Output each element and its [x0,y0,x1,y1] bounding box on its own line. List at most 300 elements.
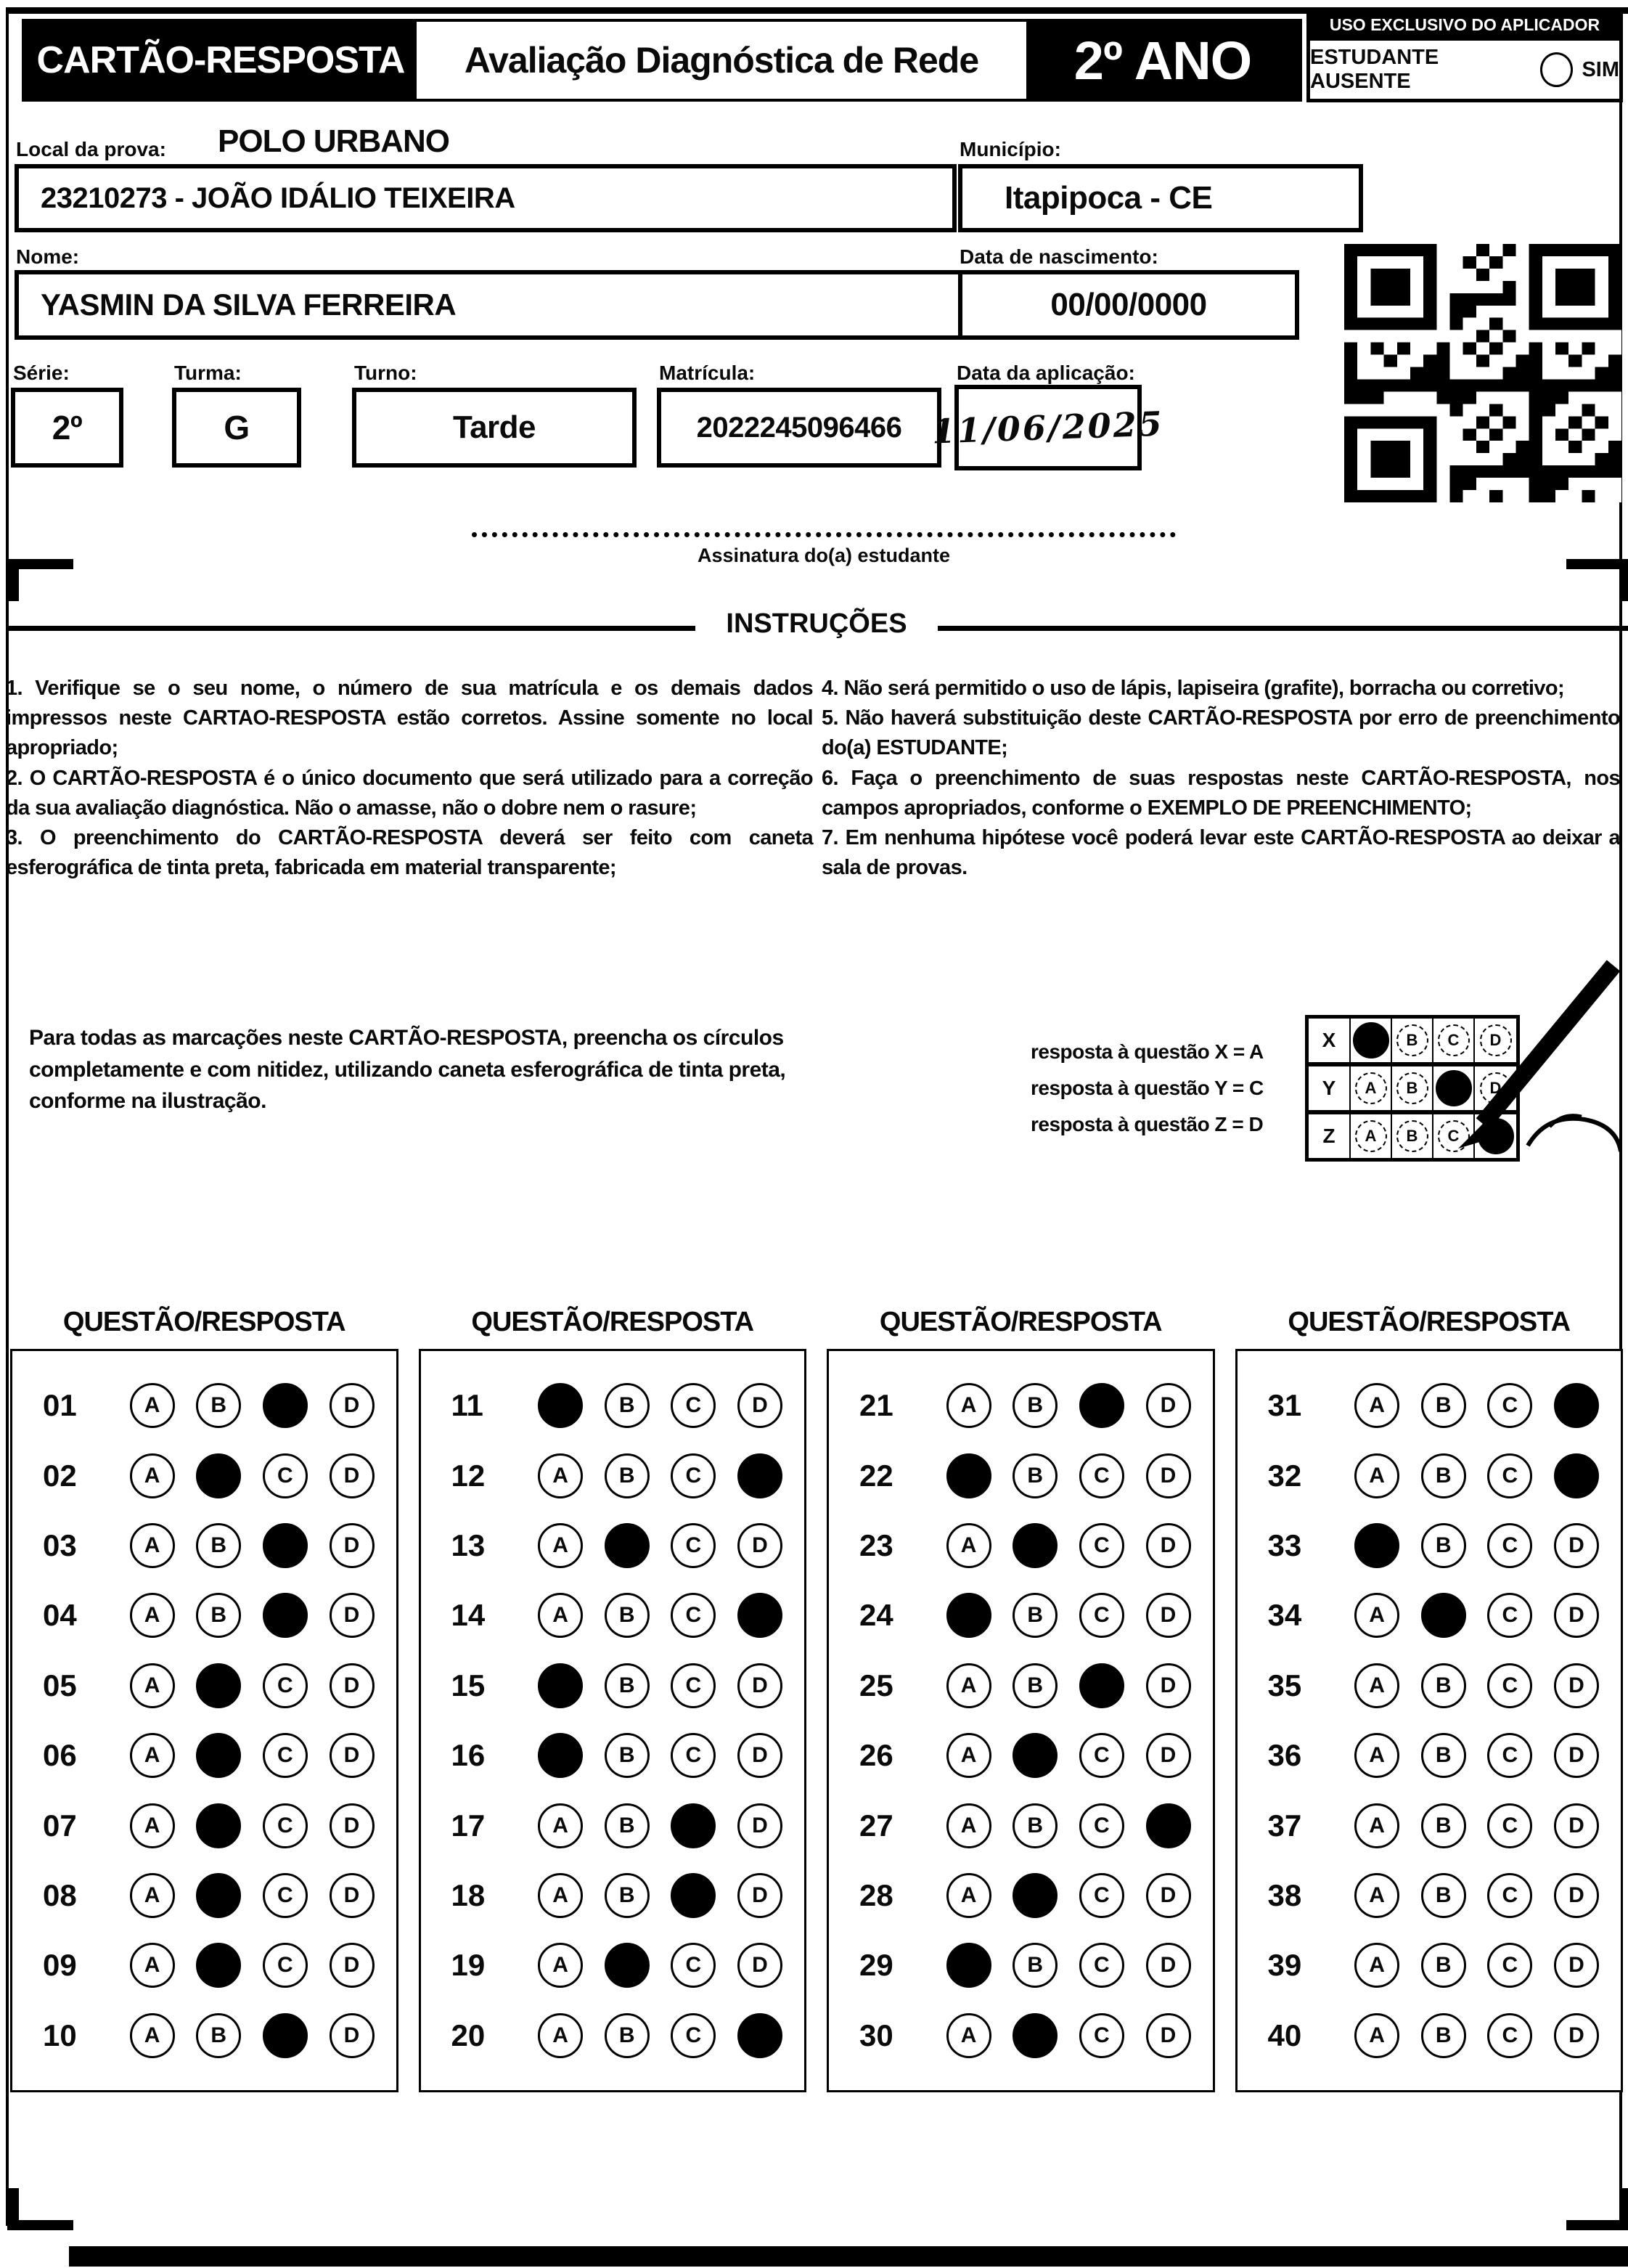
example-bubble-Z-B: B [1396,1120,1428,1152]
answer-bubble-15-D[interactable]: D [737,1663,782,1708]
answer-bubble-38-D[interactable]: D [1554,1873,1599,1918]
pencil-illustration [1441,955,1622,1153]
absent-option-label: SIM [1582,57,1619,81]
answer-bubble-18-B[interactable]: B [605,1873,650,1918]
answer-bubble-07-A[interactable]: A [130,1803,175,1848]
answer-bubble-24-B[interactable]: B [1013,1593,1058,1638]
answer-bubble-26-C[interactable]: C [1079,1733,1124,1778]
answer-bubble-35-B[interactable]: B [1421,1663,1466,1708]
question-row-14 [421,1593,805,1638]
answer-bubble-13-A[interactable]: A [538,1523,583,1568]
question-row-23 [829,1523,1213,1568]
answer-bubble-01-C[interactable] [263,1383,308,1428]
municipio-box [958,164,1363,232]
header-band [22,19,1302,102]
registration-mark-bottom-right [1566,2188,1628,2230]
answer-grid [1235,1349,1624,2092]
marking-paragraph: Para todas as marcações neste CARTÃO-RESPOSTA, preencha os círculos completamente e com nitidez, utilizando caneta esferográfica de tinta preta, conforme na ilustração. [29,1026,786,1113]
answer-bubble-10-B[interactable]: B [196,2013,241,2058]
turma-box [172,388,301,468]
question-number: 31 [1267,1388,1302,1423]
answer-bubble-40-A[interactable]: A [1354,2013,1399,2058]
answer-bubble-31-B[interactable]: B [1421,1383,1466,1428]
answers-headers [10,1307,1623,1338]
example-cell-Y-B [1392,1066,1433,1114]
answer-bubble-02-D[interactable]: D [330,1453,375,1498]
answer-bubble-30-A[interactable]: A [946,2013,991,2058]
question-number: 04 [43,1598,77,1633]
answer-bubble-28-B[interactable] [1013,1873,1058,1918]
answer-bubble-03-B[interactable]: B [196,1523,241,1568]
answer-bubble-27-B[interactable]: B [1013,1803,1058,1848]
answer-bubble-19-B[interactable] [605,1943,650,1988]
answer-bubble-34-C[interactable]: C [1487,1593,1532,1638]
answer-bubble-37-D[interactable]: D [1554,1803,1599,1848]
question-row-06 [12,1733,396,1778]
question-number: 05 [43,1668,77,1702]
answer-bubble-24-A[interactable] [946,1593,991,1638]
answer-bubble-40-C[interactable]: C [1487,2013,1532,2058]
turma-label: Turma: [174,362,242,384]
answer-bubble-29-D[interactable]: D [1146,1943,1191,1988]
question-number: 25 [859,1668,893,1702]
answer-bubble-33-C[interactable]: C [1487,1523,1532,1568]
answer-bubble-11-A[interactable] [538,1383,583,1428]
question-row-21 [829,1383,1213,1428]
example-bubble-Y-B: B [1396,1072,1428,1104]
answer-bubble-22-B[interactable]: B [1013,1453,1058,1498]
question-row-32 [1238,1453,1621,1498]
question-row-17 [421,1803,805,1848]
turno-value: Tarde [452,409,536,445]
local-da-prova-value: POLO URBANO [218,123,449,159]
answer-bubble-20-D[interactable] [737,2013,782,2058]
question-number: 35 [1267,1668,1302,1702]
question-row-15 [421,1663,805,1708]
answer-bubble-12-D[interactable] [737,1453,782,1498]
answer-bubble-39-D[interactable]: D [1554,1943,1599,1988]
answer-bubble-22-C[interactable]: C [1079,1453,1124,1498]
answer-bubble-23-A[interactable]: A [946,1523,991,1568]
answer-bubble-28-C[interactable]: C [1079,1873,1124,1918]
answer-bubble-27-D[interactable] [1146,1803,1191,1848]
answer-grid [827,1349,1215,2092]
question-number: 34 [1267,1598,1302,1633]
question-number: 28 [859,1877,893,1912]
nascimento-value: 00/00/0000 [1050,287,1207,322]
answer-bubble-02-A[interactable]: A [130,1453,175,1498]
answer-bubble-36-B[interactable]: B [1421,1733,1466,1778]
example-cell-Z-A [1351,1114,1392,1158]
answer-bubble-07-B[interactable] [196,1803,241,1848]
answer-bubble-06-D[interactable]: D [330,1733,375,1778]
left-border-line [6,7,9,2226]
school-box [15,164,957,232]
answer-bubble-35-A[interactable]: A [1354,1663,1399,1708]
answer-bubble-29-A[interactable] [946,1943,991,1988]
answer-bubble-27-A[interactable]: A [946,1803,991,1848]
questao-resposta-header-2: QUESTÃO/RESPOSTA [471,1307,754,1337]
question-row-39 [1238,1943,1621,1988]
questao-resposta-header-1: QUESTÃO/RESPOSTA [62,1307,345,1337]
answer-bubble-10-A[interactable]: A [130,2013,175,2058]
matricula-value: 2022245096466 [696,411,902,444]
answer-bubble-28-D[interactable]: D [1146,1873,1191,1918]
question-row-13 [421,1523,805,1568]
question-row-38 [1238,1873,1621,1918]
question-number: 17 [451,1808,486,1843]
local-da-prova-label: Local da prova: [16,138,166,160]
answer-bubble-34-A[interactable]: A [1354,1593,1399,1638]
question-row-24 [829,1593,1213,1638]
answer-bubble-19-D[interactable]: D [737,1943,782,1988]
question-number: 14 [451,1598,486,1633]
question-row-28 [829,1873,1213,1918]
answer-bubble-14-A[interactable]: A [538,1593,583,1638]
answer-bubble-15-C[interactable]: C [671,1663,716,1708]
answer-bubble-23-D[interactable]: D [1146,1523,1191,1568]
answer-bubble-29-C[interactable]: C [1079,1943,1124,1988]
nascimento-label: Data de nascimento: [960,245,1158,268]
question-row-19 [421,1943,805,1988]
turno-box [352,388,637,468]
example-legend [1031,1034,1264,1142]
answer-bubble-25-D[interactable]: D [1146,1663,1191,1708]
question-number: 21 [859,1388,893,1423]
answer-bubble-25-A[interactable]: A [946,1663,991,1708]
answer-bubble-12-A[interactable]: A [538,1453,583,1498]
answer-bubble-03-D[interactable]: D [330,1523,375,1568]
answer-bubble-13-B[interactable] [605,1523,650,1568]
instructions-rule-left [6,626,695,631]
question-number: 08 [43,1877,77,1912]
answer-bubble-17-A[interactable]: A [538,1803,583,1848]
answer-bubble-01-D[interactable]: D [330,1383,375,1428]
answer-bubble-04-A[interactable]: A [130,1593,175,1638]
answer-bubble-21-C[interactable] [1079,1383,1124,1428]
question-row-34 [1238,1593,1621,1638]
question-row-25 [829,1663,1213,1708]
aplicacao-label: Data da aplicação: [957,362,1135,384]
answer-bubble-35-C[interactable]: C [1487,1663,1532,1708]
answer-bubble-39-C[interactable]: C [1487,1943,1532,1988]
answer-bubble-01-B[interactable]: B [196,1383,241,1428]
answer-bubble-32-B[interactable]: B [1421,1453,1466,1498]
question-row-03 [12,1523,396,1568]
answer-bubble-18-C[interactable] [671,1873,716,1918]
answer-bubble-21-D[interactable]: D [1146,1383,1191,1428]
answer-bubble-09-A[interactable]: A [130,1943,175,1988]
question-number: 01 [43,1388,77,1423]
example-bubble-X-A [1353,1022,1389,1058]
answer-bubble-20-C[interactable]: C [671,2013,716,2058]
answer-bubble-33-D[interactable]: D [1554,1523,1599,1568]
answer-bubble-21-B[interactable]: B [1013,1383,1058,1428]
instructions-rule-right [938,626,1628,631]
answer-bubble-15-B[interactable]: B [605,1663,650,1708]
signature-line[interactable] [472,532,1176,537]
answer-bubble-20-B[interactable]: B [605,2013,650,2058]
answer-bubble-17-C[interactable] [671,1803,716,1848]
answer-bubble-06-B[interactable] [196,1733,241,1778]
answer-bubble-10-D[interactable]: D [330,2013,375,2058]
absent-sim-bubble[interactable] [1540,52,1574,87]
answer-bubble-03-A[interactable]: A [130,1523,175,1568]
absent-label: ESTUDANTE AUSENTE [1310,46,1439,93]
answer-bubble-31-A[interactable]: A [1354,1383,1399,1428]
answer-bubble-05-B[interactable] [196,1663,241,1708]
legend-line-y: resposta à questão Y = C [1031,1076,1264,1099]
question-row-30 [829,2013,1213,2058]
answer-bubble-24-C[interactable]: C [1079,1593,1124,1638]
question-row-29 [829,1943,1213,1988]
question-row-37 [1238,1803,1621,1848]
question-number: 29 [859,1948,893,1983]
question-row-04 [12,1593,396,1638]
question-row-35 [1238,1663,1621,1708]
answer-bubble-35-D[interactable]: D [1554,1663,1599,1708]
answer-bubble-20-A[interactable]: A [538,2013,583,2058]
answer-bubble-17-D[interactable]: D [737,1803,782,1848]
answer-bubble-08-D[interactable]: D [330,1873,375,1918]
question-number: 19 [451,1948,486,1983]
school-value: 23210273 - JOÃO IDÁLIO TEIXEIRA [41,181,515,214]
answer-bubble-21-A[interactable]: A [946,1383,991,1428]
answer-bubble-05-C[interactable]: C [263,1663,308,1708]
question-row-11 [421,1383,805,1428]
answer-bubble-40-B[interactable]: B [1421,2013,1466,2058]
answer-bubble-09-C[interactable]: C [263,1943,308,1988]
serie-value: 2º [52,409,83,446]
instruction-item-7: 7. Em nenhuma hipótese você poderá levar este CARTÃO-RESPOSTA ao deixar a sala de provas. [822,825,1620,880]
answer-bubble-34-B[interactable] [1421,1593,1466,1638]
card-title: CARTÃO-RESPOSTA [25,22,417,99]
question-row-33 [1238,1523,1621,1568]
question-number: 36 [1267,1738,1302,1773]
answer-bubble-12-B[interactable]: B [605,1453,650,1498]
answer-bubble-01-A[interactable]: A [130,1383,175,1428]
answer-bubble-08-B[interactable] [196,1873,241,1918]
answer-bubble-16-D[interactable]: D [737,1733,782,1778]
answer-bubble-32-D[interactable] [1554,1453,1599,1498]
serie-label: Série: [13,362,70,384]
instruction-item-4: 4. Não será permitido o uso de lápis, lapiseira (grafite), borracha ou corretivo; [822,677,1565,700]
example-bubble-X-C: C [1438,1024,1470,1056]
answer-bubble-14-B[interactable]: B [605,1593,650,1638]
questao-resposta-header-3: QUESTÃO/RESPOSTA [879,1307,1162,1337]
answer-bubble-23-C[interactable]: C [1079,1523,1124,1568]
answer-bubble-04-C[interactable] [263,1593,308,1638]
municipio-value: Itapipoca - CE [1005,180,1213,216]
answer-bubble-26-B[interactable] [1013,1733,1058,1778]
answer-bubble-05-A[interactable]: A [130,1663,175,1708]
question-number: 33 [1267,1528,1302,1563]
answer-bubble-03-C[interactable] [263,1523,308,1568]
answer-bubble-18-D[interactable]: D [737,1873,782,1918]
aplicacao-box[interactable] [931,385,1165,470]
answer-bubble-13-D[interactable]: D [737,1523,782,1568]
answer-bubble-32-A[interactable]: A [1354,1453,1399,1498]
answer-bubble-22-A[interactable] [946,1453,991,1498]
turno-label: Turno: [354,362,417,384]
question-number: 06 [43,1738,77,1773]
answer-bubble-30-D[interactable]: D [1146,2013,1191,2058]
answer-bubble-30-C[interactable]: C [1079,2013,1124,2058]
legend-line-x: resposta à questão X = A [1031,1040,1264,1063]
answer-bubble-39-A[interactable]: A [1354,1943,1399,1988]
answer-bubble-25-C[interactable] [1079,1663,1124,1708]
questao-resposta-header-4: QUESTÃO/RESPOSTA [1288,1307,1571,1337]
answer-bubble-11-D[interactable]: D [737,1383,782,1428]
matricula-label: Matrícula: [659,362,756,384]
question-number: 09 [43,1948,77,1983]
registration-mark-top-right [1566,559,1628,601]
question-number: 24 [859,1598,893,1633]
answer-bubble-11-B[interactable]: B [605,1383,650,1428]
question-number: 15 [451,1668,486,1702]
answer-bubble-29-B[interactable]: B [1013,1943,1058,1988]
answer-bubble-12-C[interactable]: C [671,1453,716,1498]
instructions-title: INSTRUÇÕES [726,608,907,639]
answer-bubble-34-D[interactable]: D [1554,1593,1599,1638]
question-number: 03 [43,1528,77,1563]
question-number: 37 [1267,1808,1302,1843]
qr-code [1344,244,1621,502]
answers-grids [10,1349,1623,2092]
answer-bubble-31-C[interactable]: C [1487,1383,1532,1428]
example-bubble-X-B: B [1396,1024,1428,1056]
registration-mark-bottom-left [7,2188,73,2230]
answer-bubble-04-D[interactable]: D [330,1593,375,1638]
answer-bubble-23-B[interactable] [1013,1523,1058,1568]
answer-bubble-10-C[interactable] [263,2013,308,2058]
answer-grid [419,1349,807,2092]
answer-bubble-14-D[interactable] [737,1593,782,1638]
answer-bubble-14-C[interactable]: C [671,1593,716,1638]
signature-label: Assinatura do(a) estudante [697,544,951,566]
question-number: 38 [1267,1877,1302,1912]
example-row-label-Z: Z [1309,1114,1351,1158]
answer-bubble-26-A[interactable]: A [946,1733,991,1778]
question-number: 22 [859,1458,893,1493]
answer-bubble-27-C[interactable]: C [1079,1803,1124,1848]
answer-bubble-09-B[interactable] [196,1943,241,1988]
question-row-31 [1238,1383,1621,1428]
example-bubble-Y-A: A [1355,1072,1387,1104]
answer-bubble-38-C[interactable]: C [1487,1873,1532,1918]
question-number: 11 [451,1388,483,1423]
answer-bubble-39-B[interactable]: B [1421,1943,1466,1988]
answer-bubble-07-D[interactable]: D [330,1803,375,1848]
answer-bubble-17-B[interactable]: B [605,1803,650,1848]
answer-bubble-32-C[interactable]: C [1487,1453,1532,1498]
answer-bubble-31-D[interactable] [1554,1383,1599,1428]
answer-bubble-30-B[interactable] [1013,2013,1058,2058]
instruction-item-1: 1. Verifique se o seu nome, o número de sua matrícula e os demais dados impressos neste CARTAO-RESPOSTA estão corretos. Assine somente no local apropriado; [6,677,813,760]
answer-bubble-33-B[interactable]: B [1421,1523,1466,1568]
instructions-right-column [822,674,1620,883]
question-row-40 [1238,2013,1621,2058]
answer-bubble-38-A[interactable]: A [1354,1873,1399,1918]
answer-bubble-36-C[interactable]: C [1487,1733,1532,1778]
question-row-08 [12,1873,396,1918]
answer-bubble-08-C[interactable]: C [263,1873,308,1918]
answer-bubble-33-A[interactable] [1354,1523,1399,1568]
answer-bubble-36-A[interactable]: A [1354,1733,1399,1778]
question-row-10 [12,2013,396,2058]
municipio-label: Município: [960,138,1061,160]
registration-mark-top-left [7,559,73,601]
answer-bubble-38-B[interactable]: B [1421,1873,1466,1918]
answer-bubble-37-C[interactable]: C [1487,1803,1532,1848]
answer-bubble-19-C[interactable]: C [671,1943,716,1988]
turma-value: G [224,409,250,446]
question-row-18 [421,1873,805,1918]
answer-bubble-24-D[interactable]: D [1146,1593,1191,1638]
question-number: 30 [859,2018,893,2052]
answer-bubble-06-C[interactable]: C [263,1733,308,1778]
question-row-20 [421,2013,805,2058]
answer-bubble-28-A[interactable]: A [946,1873,991,1918]
applicator-title: USO EXCLUSIVO DO APLICADOR [1306,9,1623,41]
answer-bubble-16-A[interactable] [538,1733,583,1778]
serie-box [11,388,123,468]
answer-bubble-22-D[interactable]: D [1146,1453,1191,1498]
answer-bubble-05-D[interactable]: D [330,1663,375,1708]
answer-bubble-15-A[interactable] [538,1663,583,1708]
matricula-box [657,388,941,468]
question-number: 10 [43,2018,77,2052]
answer-bubble-37-A[interactable]: A [1354,1803,1399,1848]
example-row-label-Y: Y [1309,1066,1351,1114]
answer-bubble-02-C[interactable]: C [263,1453,308,1498]
answer-bubble-16-C[interactable]: C [671,1733,716,1778]
answer-bubble-11-C[interactable]: C [671,1383,716,1428]
answer-bubble-16-B[interactable]: B [605,1733,650,1778]
example-cell-X-B [1392,1019,1433,1066]
nascimento-box [958,270,1299,340]
instruction-item-6: 6. Faça o preenchimento de suas respostas neste CARTÃO-RESPOSTA, nos campos apropriados, conforme o EXEMPLO DE PREENCHIMENTO; [822,766,1620,820]
answer-bubble-18-A[interactable]: A [538,1873,583,1918]
nome-box [15,270,965,340]
answer-bubble-04-B[interactable]: B [196,1593,241,1638]
question-number: 23 [859,1528,893,1563]
answer-bubble-13-C[interactable]: C [671,1523,716,1568]
question-row-22 [829,1453,1213,1498]
example-cell-Z-B [1392,1114,1433,1158]
example-row-label-X: X [1309,1019,1351,1066]
legend-line-z: resposta à questão Z = D [1031,1112,1264,1135]
answer-bubble-19-A[interactable]: A [538,1943,583,1988]
question-number: 39 [1267,1948,1302,1983]
answer-bubble-08-A[interactable]: A [130,1873,175,1918]
question-number: 32 [1267,1458,1302,1493]
example-cell-Y-A [1351,1066,1392,1114]
answer-bubble-40-D[interactable]: D [1554,2013,1599,2058]
answer-bubble-02-B[interactable] [196,1453,241,1498]
question-number: 20 [451,2018,486,2052]
answer-bubble-26-D[interactable]: D [1146,1733,1191,1778]
question-row-01 [12,1383,396,1428]
instruction-item-5: 5. Não haverá substituição deste CARTÃO-RESPOSTA por erro de preenchimento do(a) ESTUDANTE; [822,706,1620,760]
answer-bubble-06-A[interactable]: A [130,1733,175,1778]
answer-bubble-07-C[interactable]: C [263,1803,308,1848]
answer-bubble-25-B[interactable]: B [1013,1663,1058,1708]
answer-bubble-09-D[interactable]: D [330,1943,375,1988]
example-bubble-X-D: D [1480,1024,1512,1056]
answer-bubble-36-D[interactable]: D [1554,1733,1599,1778]
answer-bubble-37-B[interactable]: B [1421,1803,1466,1848]
